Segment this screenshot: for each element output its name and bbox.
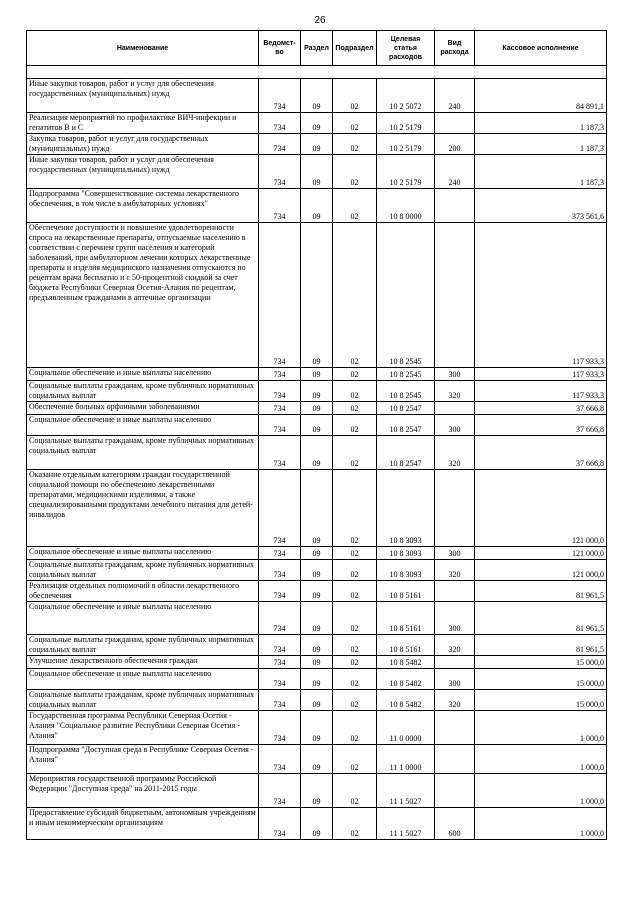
row-target-article: 10 2 5179 <box>377 113 435 134</box>
row-target-article: 10 2 5179 <box>377 134 435 155</box>
row-name: Социальное обеспечение и иные выплаты населению <box>27 415 259 436</box>
row-target-article: 10 8 2547 <box>377 415 435 436</box>
row-razdel: 09 <box>301 711 333 745</box>
row-expense-type <box>435 745 475 774</box>
row-expense-type <box>435 581 475 602</box>
row-vedomstvo: 734 <box>259 808 301 840</box>
row-vedomstvo: 734 <box>259 669 301 690</box>
row-amount: 84 891,1 <box>475 79 607 113</box>
header-spacer <box>27 66 607 79</box>
row-target-article: 11 1 5027 <box>377 774 435 808</box>
row-expense-type <box>435 774 475 808</box>
row-razdel: 09 <box>301 774 333 808</box>
row-expense-type: 240 <box>435 79 475 113</box>
row-podrazdel: 02 <box>333 134 377 155</box>
row-expense-type: 240 <box>435 155 475 189</box>
row-name: Мероприятия государственной программы Российской Федерации "Доступная среда" на 2011-2015 годы <box>27 774 259 808</box>
row-target-article: 10 8 5482 <box>377 690 435 711</box>
row-amount: 1 000,0 <box>475 711 607 745</box>
row-expense-type: 600 <box>435 808 475 840</box>
row-expense-type: 300 <box>435 669 475 690</box>
table-row <box>27 560 607 581</box>
row-vedomstvo: 734 <box>259 602 301 635</box>
row-amount: 1 000,0 <box>475 774 607 808</box>
row-razdel: 09 <box>301 581 333 602</box>
table-row <box>27 415 607 436</box>
row-podrazdel: 02 <box>333 656 377 669</box>
row-amount: 15 000,0 <box>475 656 607 669</box>
row-vedomstvo: 734 <box>259 155 301 189</box>
row-target-article: 10 8 2545 <box>377 381 435 402</box>
row-name: Улучшение лекарственного обеспечения граждан <box>27 656 259 669</box>
row-vedomstvo: 734 <box>259 415 301 436</box>
row-vedomstvo: 734 <box>259 134 301 155</box>
row-podrazdel: 02 <box>333 470 377 547</box>
row-name: Реализация отдельных полномочий в области лекарственного обеспечения <box>27 581 259 602</box>
row-amount: 121 000,0 <box>475 560 607 581</box>
row-name: Реализация мероприятий по профилактике ВИЧ-инфекции и гепатитов В и С <box>27 113 259 134</box>
row-target-article: 10 8 5161 <box>377 635 435 656</box>
budget-table <box>26 30 607 840</box>
row-vedomstvo: 734 <box>259 711 301 745</box>
table-header-row <box>27 31 607 66</box>
row-vedomstvo: 734 <box>259 745 301 774</box>
row-podrazdel: 02 <box>333 602 377 635</box>
row-name: Социальные выплаты гражданам, кроме публичных нормативных социальных выплат <box>27 381 259 402</box>
row-podrazdel: 02 <box>333 774 377 808</box>
table-row <box>27 745 607 774</box>
row-podrazdel: 02 <box>333 415 377 436</box>
row-vedomstvo: 734 <box>259 635 301 656</box>
row-expense-type: 320 <box>435 690 475 711</box>
row-amount: 81 961,5 <box>475 635 607 656</box>
row-vedomstvo: 734 <box>259 381 301 402</box>
row-expense-type: 300 <box>435 602 475 635</box>
row-amount: 1 187,3 <box>475 155 607 189</box>
row-vedomstvo: 734 <box>259 223 301 368</box>
header-expense-type: Вид расхода <box>435 31 475 66</box>
row-amount: 81 961,5 <box>475 602 607 635</box>
table-row <box>27 669 607 690</box>
row-amount: 37 666,8 <box>475 436 607 470</box>
row-podrazdel: 02 <box>333 560 377 581</box>
row-target-article: 10 8 2545 <box>377 223 435 368</box>
row-vedomstvo: 734 <box>259 189 301 223</box>
table-row <box>27 656 607 669</box>
row-razdel: 09 <box>301 223 333 368</box>
header-cash-execution: Кассовое исполнение <box>475 31 607 66</box>
row-name: Оказание отдельным категориям граждан государственной социальной помощи по обеспечению лекарственными препаратами, медицинскими изделиями, а также специализированными продуктами лечебного питания для детей-инвалидов <box>27 470 259 547</box>
row-razdel: 09 <box>301 134 333 155</box>
page-number: 26 <box>314 15 326 26</box>
row-podrazdel: 02 <box>333 436 377 470</box>
table-row <box>27 470 607 547</box>
row-name: Социальное обеспечение и иные выплаты населению <box>27 669 259 690</box>
row-amount: 117 933,3 <box>475 223 607 368</box>
row-razdel: 09 <box>301 690 333 711</box>
row-podrazdel: 02 <box>333 808 377 840</box>
row-target-article: 11 1 5027 <box>377 808 435 840</box>
row-target-article: 11 0 0000 <box>377 711 435 745</box>
row-expense-type <box>435 113 475 134</box>
row-amount: 37 666,8 <box>475 402 607 415</box>
row-expense-type <box>435 402 475 415</box>
table-row <box>27 808 607 840</box>
row-expense-type <box>435 189 475 223</box>
row-name: Иные закупки товаров, работ и услуг для обеспечения государственных (муниципальных) нужд <box>27 155 259 189</box>
row-name: Социальное обеспечение и иные выплаты населению <box>27 368 259 381</box>
row-name: Подпрограмма "Совершенствование системы лекарственного обеспечения, в том числе в амбулаторных условиях" <box>27 189 259 223</box>
row-expense-type: 320 <box>435 436 475 470</box>
row-target-article: 10 8 5161 <box>377 581 435 602</box>
table-row <box>27 711 607 745</box>
row-vedomstvo: 734 <box>259 436 301 470</box>
row-expense-type: 320 <box>435 635 475 656</box>
row-podrazdel: 02 <box>333 635 377 656</box>
row-expense-type: 300 <box>435 415 475 436</box>
row-vedomstvo: 734 <box>259 470 301 547</box>
row-razdel: 09 <box>301 189 333 223</box>
row-podrazdel: 02 <box>333 368 377 381</box>
row-razdel: 09 <box>301 470 333 547</box>
row-podrazdel: 02 <box>333 745 377 774</box>
row-razdel: 09 <box>301 381 333 402</box>
row-target-article: 10 8 3093 <box>377 560 435 581</box>
row-expense-type <box>435 223 475 368</box>
row-expense-type: 320 <box>435 560 475 581</box>
row-expense-type <box>435 656 475 669</box>
row-vedomstvo: 734 <box>259 113 301 134</box>
row-name: Социальное обеспечение и иные выплаты населению <box>27 602 259 635</box>
table-row <box>27 581 607 602</box>
table-row <box>27 113 607 134</box>
row-target-article: 10 8 2547 <box>377 436 435 470</box>
row-amount: 1 000,0 <box>475 808 607 840</box>
table-row <box>27 547 607 560</box>
row-podrazdel: 02 <box>333 155 377 189</box>
row-podrazdel: 02 <box>333 669 377 690</box>
row-razdel: 09 <box>301 635 333 656</box>
row-name: Социальные выплаты гражданам, кроме публичных нормативных социальных выплат <box>27 690 259 711</box>
row-name: Закупка товаров, работ и услуг для государственных (муниципальных) нужд <box>27 134 259 155</box>
row-razdel: 09 <box>301 602 333 635</box>
row-name: Социальные выплаты гражданам, кроме публичных нормативных социальных выплат <box>27 436 259 470</box>
row-razdel: 09 <box>301 415 333 436</box>
row-podrazdel: 02 <box>333 690 377 711</box>
row-podrazdel: 02 <box>333 79 377 113</box>
table-row <box>27 690 607 711</box>
row-razdel: 09 <box>301 368 333 381</box>
row-vedomstvo: 734 <box>259 560 301 581</box>
row-amount: 15 000,0 <box>475 669 607 690</box>
table-row <box>27 368 607 381</box>
row-razdel: 09 <box>301 745 333 774</box>
row-name: Обеспечение больных орфанными заболеваниями <box>27 402 259 415</box>
row-podrazdel: 02 <box>333 223 377 368</box>
row-razdel: 09 <box>301 79 333 113</box>
table-row <box>27 155 607 189</box>
row-amount: 121 000,0 <box>475 470 607 547</box>
row-target-article: 10 2 5072 <box>377 79 435 113</box>
table-row <box>27 774 607 808</box>
row-amount: 1 000,0 <box>475 745 607 774</box>
row-expense-type <box>435 711 475 745</box>
row-razdel: 09 <box>301 547 333 560</box>
row-podrazdel: 02 <box>333 113 377 134</box>
row-podrazdel: 02 <box>333 711 377 745</box>
table-row <box>27 134 607 155</box>
table-row <box>27 436 607 470</box>
row-vedomstvo: 734 <box>259 690 301 711</box>
row-podrazdel: 02 <box>333 581 377 602</box>
row-vedomstvo: 734 <box>259 79 301 113</box>
header-vedomstvo: Ведомст-во <box>259 31 301 66</box>
row-vedomstvo: 734 <box>259 581 301 602</box>
table-row <box>27 189 607 223</box>
row-amount: 81 961,5 <box>475 581 607 602</box>
header-target-article: Целевая статья расходов <box>377 31 435 66</box>
row-amount: 121 000,0 <box>475 547 607 560</box>
row-name: Социальные выплаты гражданам, кроме публичных нормативных социальных выплат <box>27 560 259 581</box>
table-row <box>27 79 607 113</box>
table-row <box>27 602 607 635</box>
table-row <box>27 402 607 415</box>
row-target-article: 11 1 0000 <box>377 745 435 774</box>
row-vedomstvo: 734 <box>259 368 301 381</box>
row-vedomstvo: 734 <box>259 547 301 560</box>
row-podrazdel: 02 <box>333 381 377 402</box>
row-amount: 373 561,6 <box>475 189 607 223</box>
table-body <box>27 79 607 840</box>
row-target-article: 10 2 5179 <box>377 155 435 189</box>
row-amount: 117 933,3 <box>475 368 607 381</box>
row-razdel: 09 <box>301 808 333 840</box>
row-name: Иные закупки товаров, работ и услуг для обеспечения государственных (муниципальных) нужд <box>27 79 259 113</box>
row-target-article: 10 8 3093 <box>377 470 435 547</box>
row-podrazdel: 02 <box>333 547 377 560</box>
header-razdel: Раздел <box>301 31 333 66</box>
row-name: Обеспечение доступности и повышение удовлетворенности спроса на лекарственные препараты, отпускаемые населению в соответствии с перечнем групп населения и категорий заболеваний, при амбулаторном лечении которых лекарственные препараты и изделия медицинского назначения отпускаются по рецептам врача бесплатно и с 50-процентной скидкой за счет бюджета Республики Северная Осетия-Алания по рецептам, предъявленным гражданами в аптечные организации <box>27 223 259 368</box>
row-podrazdel: 02 <box>333 402 377 415</box>
table-row <box>27 223 607 368</box>
row-expense-type <box>435 470 475 547</box>
row-target-article: 10 8 2545 <box>377 368 435 381</box>
row-amount: 1 187,3 <box>475 134 607 155</box>
row-amount: 15 000,0 <box>475 690 607 711</box>
row-name: Государственная программа Республики Северная Осетия - Алания "Социальное развитие Республики Северная Осетия - Алания" <box>27 711 259 745</box>
row-expense-type: 200 <box>435 134 475 155</box>
row-amount: 37 666,8 <box>475 415 607 436</box>
row-target-article: 10 8 2547 <box>377 402 435 415</box>
row-podrazdel: 02 <box>333 189 377 223</box>
row-razdel: 09 <box>301 155 333 189</box>
row-name: Предоставление субсидий бюджетным, автономным учреждениям и иным некоммерческим организациям <box>27 808 259 840</box>
row-name: Социальные выплаты гражданам, кроме публичных нормативных социальных выплат <box>27 635 259 656</box>
row-target-article: 10 8 5482 <box>377 656 435 669</box>
row-vedomstvo: 734 <box>259 774 301 808</box>
row-expense-type: 300 <box>435 547 475 560</box>
header-name: Наименование <box>27 31 259 66</box>
row-amount: 1 187,3 <box>475 113 607 134</box>
row-target-article: 10 8 5482 <box>377 669 435 690</box>
row-target-article: 10 8 0000 <box>377 189 435 223</box>
row-razdel: 09 <box>301 560 333 581</box>
row-target-article: 10 8 3093 <box>377 547 435 560</box>
row-vedomstvo: 734 <box>259 402 301 415</box>
row-razdel: 09 <box>301 402 333 415</box>
row-razdel: 09 <box>301 669 333 690</box>
table-row <box>27 635 607 656</box>
row-razdel: 09 <box>301 656 333 669</box>
row-expense-type: 320 <box>435 381 475 402</box>
row-razdel: 09 <box>301 113 333 134</box>
row-amount: 117 933,3 <box>475 381 607 402</box>
row-expense-type: 300 <box>435 368 475 381</box>
row-name: Социальное обеспечение и иные выплаты населению <box>27 547 259 560</box>
row-razdel: 09 <box>301 436 333 470</box>
row-vedomstvo: 734 <box>259 656 301 669</box>
header-spacer-row <box>27 66 607 79</box>
table-row <box>27 381 607 402</box>
row-target-article: 10 8 5161 <box>377 602 435 635</box>
header-podrazdel: Подраздел <box>333 31 377 66</box>
row-name: Подпрограмма "Доступная среда в Республике Северная Осетия - Алания" <box>27 745 259 774</box>
